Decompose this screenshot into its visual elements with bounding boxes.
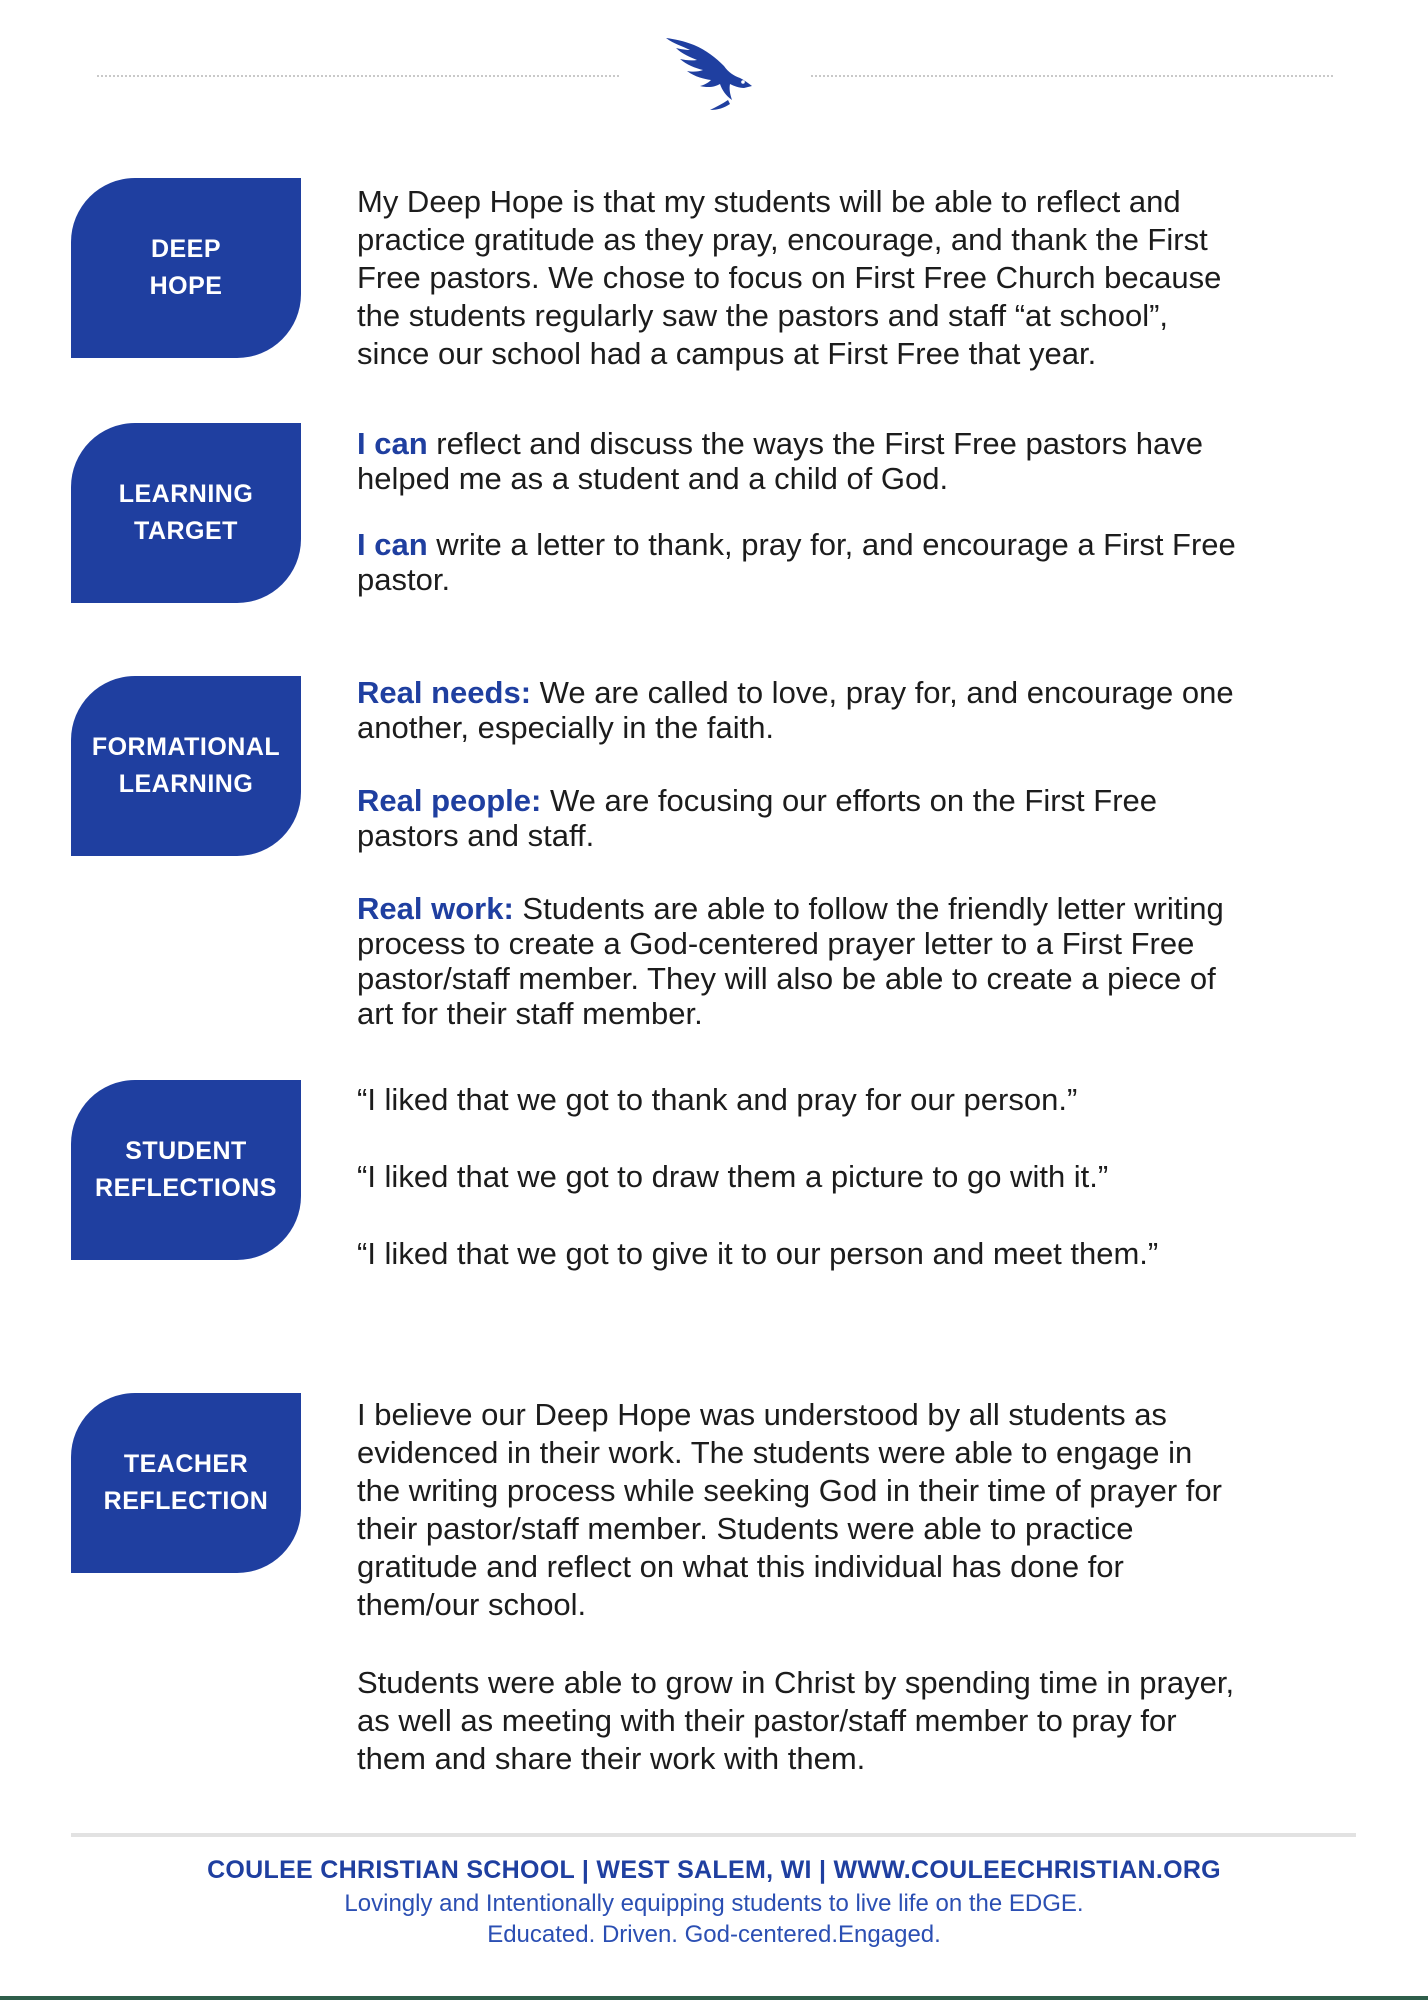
body-line (357, 675, 1367, 710)
deep-hope-text (357, 183, 1367, 373)
body-line (357, 891, 1367, 926)
footer-tagline: Lovingly and Intentionally equipping students to live life on the EDGE. (344, 1890, 1084, 1917)
body-line: the writing process while seeking God in their time of prayer for (357, 1473, 1222, 1508)
label-line: HOPE (149, 272, 223, 300)
label-line: REFLECTIONS (95, 1174, 277, 1202)
label-line: FORMATIONAL (91, 733, 281, 761)
body-line: helped me as a student and a child of God. (357, 461, 949, 496)
body-line: them and share their work with them. (357, 1741, 866, 1776)
formational-learning-text (357, 675, 1367, 1031)
body-text: write a letter to thank, pray for, and encourage a First Free (436, 527, 1236, 562)
body-line: as well as meeting with their pastor/staff member to pray for (357, 1703, 1177, 1738)
body-line: Free pastors. We chose to focus on First Free Church because (357, 260, 1222, 295)
body-line: them/our school. (357, 1587, 587, 1622)
header-divider-right (811, 75, 1333, 77)
body-line: Students were able to grow in Christ by spending time in prayer, (357, 1665, 1235, 1700)
body-line: pastors and staff. (357, 818, 595, 853)
quote-line: “I liked that we got to give it to our person and meet them.” (357, 1236, 1159, 1271)
bottom-edge-strip (0, 1996, 1428, 2000)
body-line: since our school had a campus at First Free that year. (357, 336, 1097, 371)
i-can-lead: I can (357, 426, 428, 461)
body-line (357, 527, 1367, 562)
body-text: reflect and discuss the ways the First Free pastors have (436, 426, 1204, 461)
body-line: art for their staff member. (357, 996, 703, 1031)
real-people-lead: Real people: (357, 783, 542, 818)
body-line: another, especially in the faith. (357, 710, 775, 745)
body-line: practice gratitude as they pray, encourage, and thank the First (357, 222, 1208, 257)
quote-line: “I liked that we got to draw them a picture to go with it.” (357, 1159, 1109, 1194)
label-line: TEACHER (123, 1450, 249, 1478)
body-line: the students regularly saw the pastors and staff “at school”, (357, 298, 1169, 333)
eagle-icon (664, 36, 760, 112)
student-reflections-text (357, 1081, 1367, 1273)
body-line: pastor. (357, 562, 451, 597)
footer-divider (71, 1833, 1356, 1837)
footer-edge-motto: Educated. Driven. God-centered.Engaged. (487, 1921, 941, 1948)
label-line: DEEP (150, 235, 222, 263)
real-needs-lead: Real needs: (357, 675, 532, 710)
header-divider-left (97, 75, 619, 77)
teacher-reflection-text (357, 1396, 1367, 1778)
deep-hope-label (71, 178, 301, 358)
body-line (357, 783, 1367, 818)
body-line: process to create a God-centered prayer letter to a First Free (357, 926, 1195, 961)
body-line: evidenced in their work. The students were able to engage in (357, 1435, 1193, 1470)
body-line: My Deep Hope is that my students will be able to reflect and (357, 184, 1181, 219)
learning-target-text (357, 426, 1367, 597)
i-can-lead: I can (357, 527, 428, 562)
label-line: REFLECTION (103, 1487, 269, 1515)
body-line: their pastor/staff member. Students were able to practice (357, 1511, 1134, 1546)
label-line: STUDENT (125, 1137, 247, 1165)
body-line (357, 426, 1367, 461)
label-line: LEARNING (118, 770, 254, 798)
body-line: I believe our Deep Hope was understood by all students as (357, 1397, 1167, 1432)
body-line: gratitude and reflect on what this individual has done for (357, 1549, 1124, 1584)
real-work-lead: Real work: (357, 891, 514, 926)
student-reflections-label (71, 1080, 301, 1260)
body-line: pastor/staff member. They will also be able to create a piece of (357, 961, 1216, 996)
learning-target-label (71, 423, 301, 603)
teacher-reflection-label (71, 1393, 301, 1573)
footer-school-info: COULEE CHRISTIAN SCHOOL | WEST SALEM, WI | WWW.COULEECHRISTIAN.ORG (207, 1856, 1221, 1884)
label-line: LEARNING (118, 480, 254, 508)
formational-learning-label (71, 676, 301, 856)
body-text: We are called to love, pray for, and encourage one (539, 675, 1234, 710)
quote-line: “I liked that we got to thank and pray for our person.” (357, 1082, 1078, 1117)
label-line: TARGET (134, 517, 238, 545)
body-text: Students are able to follow the friendly letter writing (522, 891, 1224, 926)
body-text: We are focusing our efforts on the First Free (549, 783, 1158, 818)
